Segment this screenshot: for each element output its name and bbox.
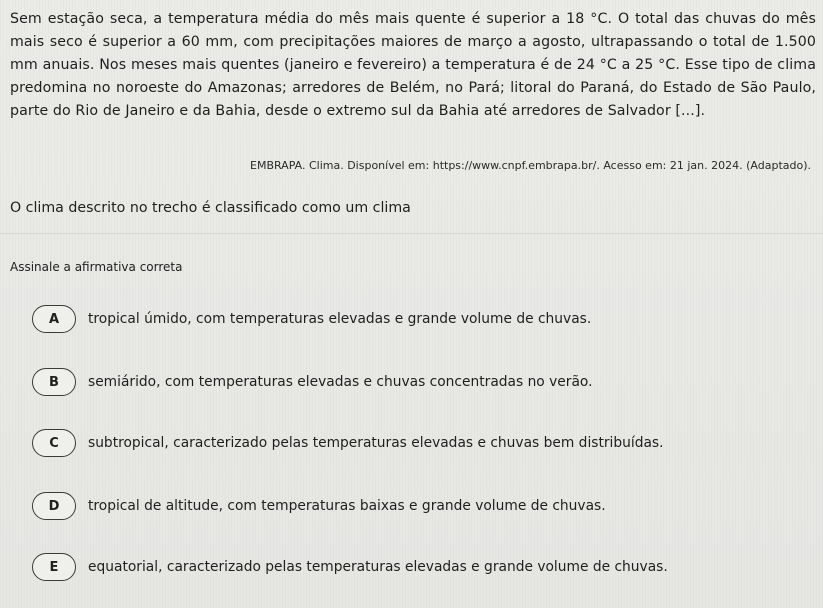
source-citation: EMBRAPA. Clima. Disponível em: https://www.cnpf.embrapa.br/. Acesso em: 21 jan. 2024. (Adaptado). xyxy=(250,159,811,172)
option-label: tropical úmido, com temperaturas elevadas e grande volume de chuvas. xyxy=(88,311,592,327)
question-prompt: O clima descrito no trecho é classificado como um clima xyxy=(10,200,411,216)
option-letter-badge[interactable]: B xyxy=(32,368,76,396)
option-label: subtropical, caracterizado pelas temperaturas elevadas e chuvas bem distribuídas. xyxy=(88,435,664,451)
option-letter-badge[interactable]: A xyxy=(32,305,76,333)
option-label: tropical de altitude, com temperaturas baixas e grande volume de chuvas. xyxy=(88,498,606,514)
option-a[interactable] xyxy=(32,304,591,334)
instruction-text: Assinale a afirmativa correta xyxy=(10,260,183,274)
option-label: semiárido, com temperaturas elevadas e chuvas concentradas no verão. xyxy=(88,374,593,390)
divider xyxy=(0,233,823,234)
option-d[interactable] xyxy=(32,491,606,521)
option-b[interactable] xyxy=(32,367,593,397)
option-letter-badge[interactable]: C xyxy=(32,429,76,457)
option-letter-badge[interactable]: E xyxy=(32,553,76,581)
option-label: equatorial, caracterizado pelas temperaturas elevadas e grande volume de chuvas. xyxy=(88,559,668,575)
option-letter-badge[interactable]: D xyxy=(32,492,76,520)
passage-text: Sem estação seca, a temperatura média do mês mais quente é superior a 18 °C. O total das chuvas do mês mais seco é superior a 60 mm, com precipitações maiores de março a agosto, ultrapassando o total de 1.500 mm anuais. Nos meses mais quentes (janeiro e fevereiro) a temperatura é de 24 °C a 25 °C. Esse tipo de clima predomina no noroeste do Amazonas; arredores de Belém, no Pará; litoral do Paraná, do Estado de São Paulo, parte do Rio de Janeiro e da Bahia, desde o extremo sul da Bahia até arredores de Salvador [...]. xyxy=(10,11,816,119)
option-e[interactable] xyxy=(32,552,668,582)
option-c[interactable] xyxy=(32,428,664,458)
